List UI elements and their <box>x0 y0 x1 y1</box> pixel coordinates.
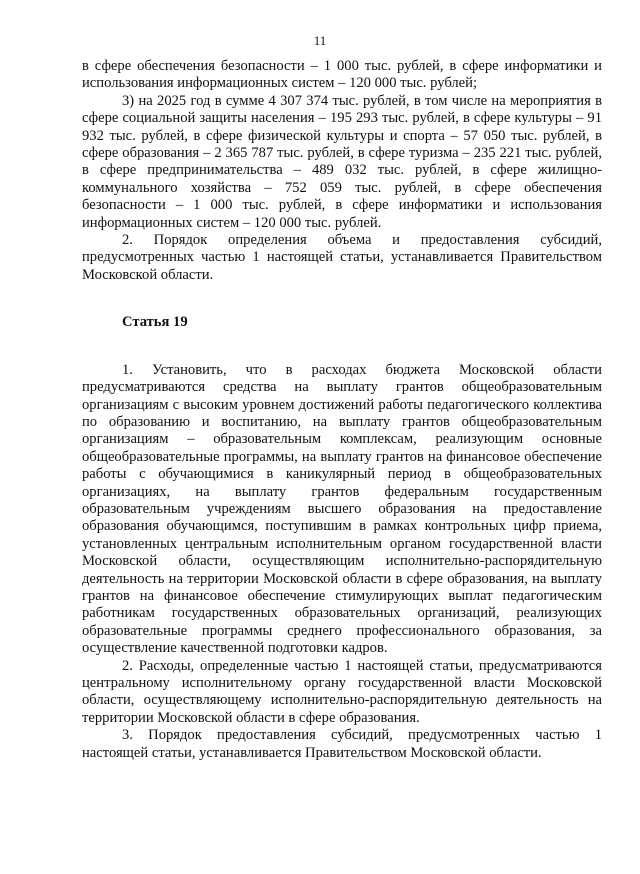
paragraph-budget-2025: 3) на 2025 год в сумме 4 307 374 тыс. рублей, в том числе на мероприятия в сфере социальной защиты населения – 195 293 тыс. рублей, в сфере культуры – 91 932 тыс. рублей, в сфере физической культуры и спорта – 57 050 тыс. рублей, в сфере образования – 2 365 787 тыс. рублей, в сфере туризма – 235 221 тыс. рублей, в сфере предпринимательства – 489 032 тыс. рублей, в сфере жилищно-коммунального хозяйства – 752 059 тыс. рублей, в сфере обеспечения безопасности – 1 000 тыс. рублей, в сфере информатики и использования информационных систем – 120 000 тыс. рублей. <box>82 92 602 231</box>
article-heading: Статья 19 <box>122 314 188 331</box>
article-paragraph-1: 1. Установить, что в расходах бюджета Московской области предусматриваются средства на выплату грантов общеобразовательным организациям с высоким уровнем достижений работы педагогического коллектива по образованию и воспитанию, на выплату грантов общеобразовательным организациям – образовательным комплексам, реализующим основные общеобразовательные программы, на выплату грантов на финансовое обеспечение работы с обучающимися в каникулярный период в общеобразовательных организациях, на выплату грантов федеральным государственным образовательным учреждениям высшего образования на предоставление образования обучающимся, поступившим в рамках контрольных цифр приема, установленных центральным исполнительным органом государственной власти Московской области, осуществляющим исполнительно-распорядительную деятельность на территории Московской области в сфере образования, на выплату грантов на финансовое обеспечение стимулирующих выплат педагогическим работникам государственных образовательных организаций, реализующих образовательные программы среднего профессионального образования, за осуществление качественной подготовки кадров. <box>82 361 602 657</box>
paragraph-subsidy-procedure: 2. Порядок определения объема и предоставления субсидий, предусмотренных частью 1 настоящей статьи, устанавливается Правительством Московской области. <box>82 232 602 283</box>
article-paragraph-3: 3. Порядок предоставления субсидий, предусмотренных частью 1 настоящей статьи, устанавливается Правительством Московской области. <box>82 727 602 761</box>
article-paragraph-2: 2. Расходы, определенные частью 1 настоящей статьи, предусматриваются центральному исполнительному органу государственной власти Московской области, осуществляющему исполнительно-распорядительную деятельность на территории Московской области в сфере образования. <box>82 657 602 726</box>
paragraph-continuation: в сфере обеспечения безопасности – 1 000 тыс. рублей, в сфере информатики и использования информационных систем – 120 000 тыс. рублей; <box>82 58 602 92</box>
page-number: 11 <box>313 33 327 48</box>
document-body <box>82 58 602 762</box>
spacer <box>82 284 602 314</box>
spacer <box>82 332 602 362</box>
